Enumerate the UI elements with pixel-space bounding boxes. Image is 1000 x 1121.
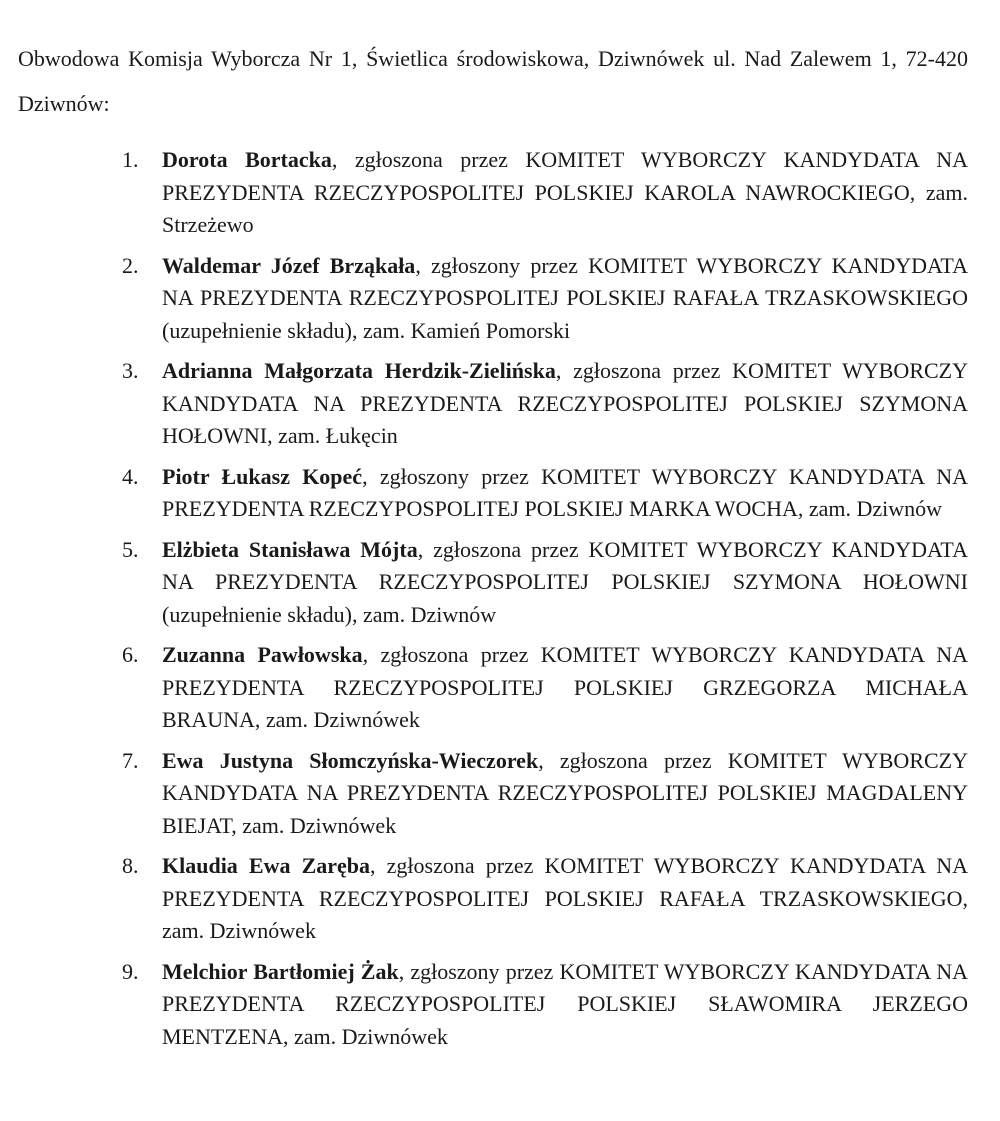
member-name: Klaudia Ewa Zaręba xyxy=(162,853,371,878)
member-details: , zgłoszony przez KOMITET WYBORCZY KANDYDATA NA PREZYDENTA RZECZYPOSPOLITEJ POLSKIEJ SŁAWOMIRA JERZEGO MENTZENA, zam. Dziwnówek xyxy=(162,958,969,1049)
list-item xyxy=(18,534,968,632)
item-text xyxy=(162,461,968,526)
item-number: 8. xyxy=(122,853,139,878)
member-details: , zgłoszona przez KOMITET WYBORCZY KANDYDATA NA PREZYDENTA RZECZYPOSPOLITEJ POLSKIEJ SZYMONA HOŁOWNI (uzupełnienie składu), zam. Dziwnów xyxy=(162,536,968,627)
item-text xyxy=(162,250,968,348)
list-item xyxy=(18,850,968,948)
member-details: , zgłoszona przez KOMITET WYBORCZY KANDYDATA NA PREZYDENTA RZECZYPOSPOLITEJ POLSKIEJ RAFAŁA TRZASKOWSKIEGO, zam. Dziwnówek xyxy=(162,853,968,943)
member-name: Melchior Bartłomiej Żak xyxy=(162,958,399,984)
item-number: 2. xyxy=(122,252,139,278)
member-name: Adrianna Małgorzata Herdzik-Zielińska xyxy=(162,358,556,383)
member-details: , zgłoszona przez KOMITET WYBORCZY KANDYDATA NA PREZYDENTA RZECZYPOSPOLITEJ POLSKIEJ GRZEGORZA MICHAŁA BRAUNA, zam. Dziwnówek xyxy=(162,642,968,732)
list-item xyxy=(18,144,968,242)
member-name: Piotr Łukasz Kopeć xyxy=(162,463,363,489)
list-item xyxy=(18,639,968,737)
item-text xyxy=(162,144,968,242)
commission-header: Obwodowa Komisja Wyborcza Nr 1, Świetlica środowiskowa, Dziwnówek ul. Nad Zalewem 1, 72-420 Dziwnów: xyxy=(18,46,968,116)
item-number: 4. xyxy=(122,463,139,489)
item-text xyxy=(162,534,968,632)
member-list xyxy=(18,144,968,1053)
member-name: Ewa Justyna Słomczyńska-Wieczorek xyxy=(162,747,539,773)
member-name: Zuzanna Pawłowska xyxy=(162,642,363,667)
item-number: 7. xyxy=(122,747,139,773)
list-item xyxy=(18,250,968,348)
member-details: , zgłoszony przez KOMITET WYBORCZY KANDYDATA NA PREZYDENTA RZECZYPOSPOLITEJ POLSKIEJ MARKA WOCHA, zam. Dziwnów xyxy=(162,463,968,521)
member-name: Waldemar Józef Brząkała xyxy=(162,252,416,278)
member-details: , zgłoszona przez KOMITET WYBORCZY KANDYDATA NA PREZYDENTA RZECZYPOSPOLITEJ POLSKIEJ MAGDALENY BIEJAT, zam. Dziwnówek xyxy=(162,747,968,838)
item-number: 9. xyxy=(122,958,139,984)
item-text xyxy=(162,956,968,1054)
list-item xyxy=(18,745,968,843)
item-number: 3. xyxy=(122,358,139,383)
member-name: Elżbieta Stanisława Mójta xyxy=(162,536,418,562)
item-text xyxy=(162,745,968,843)
item-number: 5. xyxy=(122,536,139,562)
member-details: , zgłoszona przez KOMITET WYBORCZY KANDYDATA NA PREZYDENTA RZECZYPOSPOLITEJ POLSKIEJ SZYMONA HOŁOWNI, zam. Łukęcin xyxy=(162,358,968,448)
member-details: , zgłoszona przez KOMITET WYBORCZY KANDYDATA NA PREZYDENTA RZECZYPOSPOLITEJ POLSKIEJ KAROLA NAWROCKIEGO, zam. Strzeżewo xyxy=(162,147,968,237)
item-number: 6. xyxy=(122,642,139,667)
list-item xyxy=(18,461,968,526)
item-text xyxy=(162,639,968,737)
item-number: 1. xyxy=(122,147,139,172)
item-text xyxy=(162,850,968,948)
list-item xyxy=(18,355,968,453)
member-name: Dorota Bortacka xyxy=(162,147,332,172)
member-details: , zgłoszony przez KOMITET WYBORCZY KANDYDATA NA PREZYDENTA RZECZYPOSPOLITEJ POLSKIEJ RAFAŁA TRZASKOWSKIEGO (uzupełnienie składu), zam. Kamień Pomorski xyxy=(162,252,969,343)
item-text xyxy=(162,355,968,453)
list-item xyxy=(18,956,968,1054)
